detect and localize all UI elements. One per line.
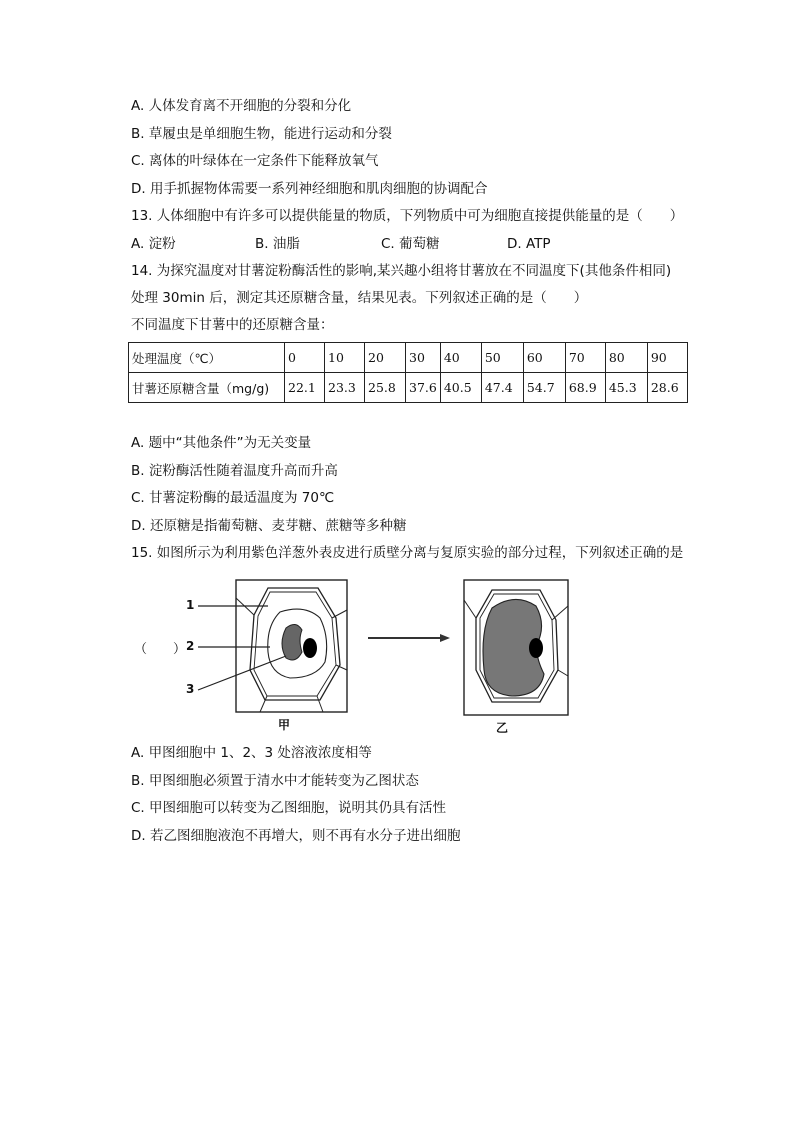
q14-stem-line1: 14. 为探究温度对甘薯淀粉酶活性的影响,某兴趣小组将甘薯放在不同温度下(其他条件相同)	[131, 263, 672, 279]
temp-cell: 10	[325, 343, 365, 373]
temp-cell: 30	[406, 343, 441, 373]
answer-bracket: （ ）	[134, 642, 187, 657]
sugar-cell: 37.6	[406, 373, 441, 403]
sugar-cell: 40.5	[440, 373, 481, 403]
sugar-cell: 23.3	[325, 373, 365, 403]
temp-cell: 50	[481, 343, 523, 373]
q14-table-title: 不同温度下甘薯中的还原糖含量：	[131, 317, 334, 333]
q15-option-c: C. 甲图细胞可以转变为乙图细胞，说明其仍具有活性	[131, 800, 447, 816]
sugar-cell: 47.4	[481, 373, 523, 403]
q13-option-d: D. ATP	[507, 236, 551, 252]
q13-options	[131, 234, 631, 254]
temp-cell: 0	[285, 343, 325, 373]
nucleus-left	[303, 638, 317, 658]
sugar-cell: 68.9	[565, 373, 605, 403]
sugar-cell: 25.8	[365, 373, 406, 403]
plasmolysis-figure	[120, 570, 580, 740]
figure-label-1: 1	[186, 598, 195, 612]
neighbor-edge	[558, 670, 568, 676]
sugar-cell: 28.6	[647, 373, 687, 403]
neighbor-edge	[552, 606, 568, 620]
q13-option-b: B. 油脂	[255, 236, 300, 252]
reducing-sugar-table	[128, 342, 688, 403]
q14-option-c: C. 甘薯淀粉酶的最适温度为 70℃	[131, 490, 335, 506]
q13-option-c: C. 葡萄糖	[381, 236, 440, 252]
temp-cell: 40	[440, 343, 481, 373]
neighbor-edge	[317, 696, 323, 712]
q12-option-a: A. 人体发育离不开细胞的分裂和分化	[131, 98, 352, 114]
temp-cell: 90	[647, 343, 687, 373]
q12-option-d: D. 用手抓握物体需要一系列神经细胞和肌肉细胞的协调配合	[131, 181, 488, 197]
q12-option-c: C. 离体的叶绿体在一定条件下能释放氧气	[131, 153, 379, 169]
vacuole-left	[282, 624, 302, 660]
figure-label-3: 3	[186, 682, 195, 696]
q15-option-d: D. 若乙图细胞液泡不再增大，则不再有水分子进出细胞	[131, 828, 461, 844]
q13-stem: 13. 人体细胞中有许多可以提供能量的物质，下列物质中可为细胞直接提供能量的是（ ）	[131, 208, 684, 224]
q14-option-d: D. 还原糖是指葡萄糖、麦芽糖、蔗糖等多种糖	[131, 518, 407, 534]
temp-cell: 70	[565, 343, 605, 373]
q14-option-b: B. 淀粉酶活性随着温度升高而升高	[131, 463, 338, 479]
plasmolysis-diagram	[120, 570, 580, 740]
q12-option-b: B. 草履虫是单细胞生物，能进行运动和分裂	[131, 126, 392, 142]
sugar-cell: 45.3	[605, 373, 647, 403]
table-row-temperature	[129, 343, 688, 373]
temp-cell: 20	[365, 343, 406, 373]
leader-line-3	[198, 656, 286, 690]
neighbor-edge	[464, 600, 476, 618]
q14-stem-line2: 处理 30min 后，测定其还原糖含量，结果见表。下列叙述正确的是（ ）	[131, 290, 588, 306]
q15-option-b: B. 甲图细胞必须置于清水中才能转变为乙图状态	[131, 773, 419, 789]
q13-option-a: A. 淀粉	[131, 236, 176, 252]
table-row-sugar	[129, 373, 688, 403]
caption-left: 甲	[278, 718, 291, 732]
caption-right: 乙	[496, 721, 509, 735]
sugar-cell: 22.1	[285, 373, 325, 403]
sugar-cell: 54.7	[523, 373, 565, 403]
figure-label-2: 2	[186, 639, 195, 653]
row-label-temperature: 处理温度（℃）	[129, 343, 285, 373]
temp-cell: 60	[523, 343, 565, 373]
q14-option-a: A. 题中“其他条件”为无关变量	[131, 435, 312, 451]
row-label-sugar: 甘薯还原糖含量（mg/g)	[129, 373, 285, 403]
q15-option-a: A. 甲图细胞中 1、2、3 处溶液浓度相等	[131, 745, 372, 761]
temp-cell: 80	[605, 343, 647, 373]
transition-arrow-head	[440, 634, 450, 642]
nucleus-right	[529, 638, 543, 658]
q15-stem: 15. 如图所示为利用紫色洋葱外表皮进行质壁分离与复原实验的部分过程，下列叙述正确的是	[131, 545, 684, 561]
